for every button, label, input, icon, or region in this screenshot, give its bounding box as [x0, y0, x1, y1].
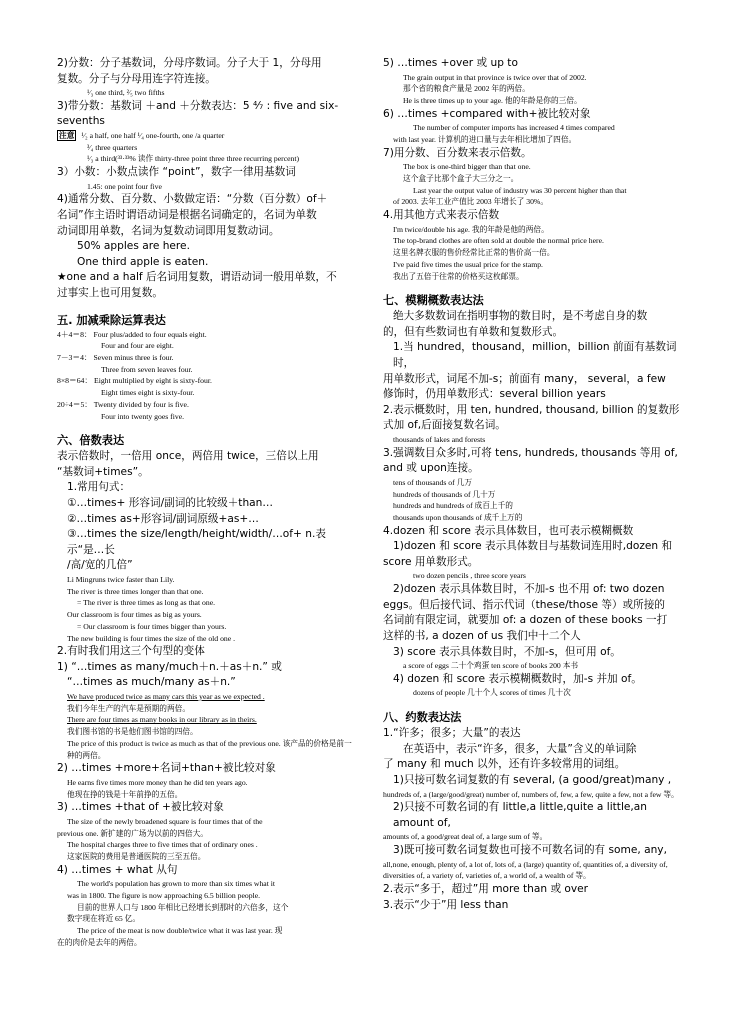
- line-text: 名词前有限定词，就要加 of: a dozen of these books 一打: [383, 614, 668, 627]
- line-text: 我出了五倍于往常的价格买这枚邮票。: [393, 271, 524, 281]
- text-line: [57, 675, 359, 691]
- text-line: [57, 644, 359, 660]
- text-line: [383, 843, 683, 859]
- text-line: [383, 418, 683, 434]
- line-text: 5) …times +over 或 up to: [383, 57, 518, 69]
- text-line: [383, 539, 683, 555]
- line-text: 这个盒子比那个盒子大三分之一。: [403, 174, 519, 183]
- text-line: [57, 87, 359, 99]
- line-text: 目前的世界人口与 1800 年相比已经增长到那时的六倍多，这个: [77, 902, 289, 912]
- text-line: [57, 902, 359, 914]
- text-line: [383, 372, 683, 388]
- text-line: [57, 130, 359, 142]
- text-line: [383, 173, 683, 185]
- note-box: 注意: [59, 131, 75, 141]
- text-line: [383, 512, 683, 524]
- line-text: Li Mingruns twice faster than Lily.: [67, 575, 175, 585]
- text-line: [383, 757, 683, 773]
- text-line: [57, 527, 359, 558]
- line-text: 1.当 hundred，thousand，million，billion 前面有基数词时，: [393, 341, 677, 369]
- line-text: 3.强调数目众多时,可将 tens, hundreds, thousands 等用 of,: [383, 446, 678, 459]
- text-line: [383, 500, 683, 512]
- text-line: [383, 898, 683, 914]
- section-heading: [57, 433, 359, 449]
- text-line: [383, 859, 683, 882]
- line-text: 这里名牌衣服的售价经常比正常的售价高一倍。: [393, 248, 555, 258]
- text-line: [57, 738, 359, 761]
- text-line: [57, 828, 359, 840]
- text-line: [383, 687, 683, 699]
- text-line: [383, 660, 683, 672]
- text-line: [383, 645, 683, 661]
- line-text: 50% apples are here.: [77, 240, 190, 253]
- line-text: He earns five times more money than he did ten years ago.: [67, 777, 248, 787]
- left-column: [57, 56, 359, 948]
- line-text: = The river is three times as long as that one.: [77, 598, 216, 608]
- text-line: [383, 570, 683, 582]
- text-line: [57, 726, 359, 738]
- line-text: The price of this product is twice as much as that of the previous one. 该产品的价格是前一种的两倍。: [67, 738, 352, 760]
- text-line: [57, 761, 359, 777]
- text-line: [57, 878, 359, 890]
- line-text: ¹⁄₃ a third(³³·³³% 读作 thirty-three point three three recurring percent): [87, 154, 300, 164]
- text-line: [383, 598, 683, 614]
- line-text: 4) …times + what 从句: [57, 863, 178, 876]
- text-line: [383, 309, 683, 325]
- line-text: 3) score 表示具体数目时，不加-s，但可用 of。: [393, 645, 621, 658]
- line-text: 3)既可接可数名词复数也可接不可数名词的有 some, any,: [393, 844, 667, 857]
- line-text: ③…times the size/length/height/width/…of+ n.表示“是…长: [67, 528, 326, 556]
- line-text: 1.常用句式：: [67, 481, 131, 494]
- right-column: [383, 56, 683, 913]
- text-line: [57, 703, 359, 715]
- line-text: He is three times up to your age. 他的年龄是你的三倍。: [403, 96, 582, 105]
- line-text: 我们图书馆的书是他们图书馆的四倍。: [67, 727, 198, 737]
- line-text: The world's population has grown to more than six times what it: [77, 879, 276, 889]
- text-line: [57, 208, 359, 224]
- text-line: [57, 925, 359, 937]
- line-text: hundreds of thousands of 几十万: [393, 489, 496, 499]
- line-text: ★one and a half 后名词用复数，谓语动词一般用单数，不: [57, 271, 337, 284]
- line-text: 4)通常分数、百分数、小数做定语：“分数（百分数）of＋: [57, 193, 328, 206]
- line-text: 2)dozen 表示具体数目时，不加-s 也不用 of: two dozen: [393, 583, 665, 596]
- line-text: The grain output in that province is twice over that of 2002.: [403, 72, 587, 82]
- text-line: [57, 399, 359, 411]
- text-line: [57, 255, 359, 271]
- text-line: [383, 72, 683, 84]
- line-text: Three from seven leaves four.: [101, 364, 193, 374]
- line-text: The hospital charges three to five times that of ordinary ones .: [67, 840, 258, 850]
- line-text: dozens of people 几十个人 scores of times 几十次: [413, 688, 571, 698]
- text-line: [57, 789, 359, 801]
- line-text: Eight times eight is sixty-four.: [101, 388, 195, 398]
- text-line: [383, 629, 683, 645]
- line-text: 4.dozen 和 score 表示具体数目，也可表示模糊概数: [383, 524, 634, 537]
- text-line: [57, 387, 359, 399]
- text-line: [57, 512, 359, 528]
- text-line: [57, 597, 359, 609]
- line-text: “基数词+times”。: [57, 465, 149, 478]
- text-line: [383, 789, 683, 801]
- text-line: [57, 816, 359, 828]
- text-line: [383, 446, 683, 462]
- text-line: [383, 726, 683, 742]
- line-text: There are four times as many books in our library as in theirs.: [67, 715, 257, 725]
- line-text: The new building is four times the size of the old one .: [67, 633, 236, 643]
- line-text: The box is one-third bigger than that one.: [403, 162, 531, 172]
- line-text: 1) “…times as many/much＋n.＋as＋n.” 或: [57, 660, 282, 673]
- text-line: [383, 161, 683, 173]
- line-text: two dozen pencils , three score years: [413, 571, 526, 581]
- line-text: 五. 加减乘除运算表达: [57, 313, 166, 327]
- text-line: [383, 582, 683, 598]
- text-line: [57, 913, 359, 925]
- line-text: ①…times+ 形容词/副词的比较级＋than…: [67, 497, 273, 510]
- text-line: [383, 800, 683, 831]
- line-text: 20÷4＝5： Twenty divided by four is five.: [57, 399, 189, 409]
- line-text: ¹⁄₂ a half, one half ¹⁄₄ one-fourth, one /a quarter: [81, 131, 225, 141]
- line-text: The river is three times longer than that one.: [67, 586, 204, 596]
- text-line: [57, 142, 359, 154]
- section-heading: [383, 710, 683, 726]
- line-text: previous one. 新扩建的广场为以前的四倍大。: [57, 828, 208, 838]
- text-line: [383, 235, 683, 247]
- text-line: [57, 660, 359, 676]
- text-line: [57, 480, 359, 496]
- line-text: The size of the newly broadened square is four times that of the: [67, 816, 263, 826]
- line-text: of 2003. 去年工业产值比 2003 年增长了 30%。: [393, 197, 549, 207]
- text-line: [383, 247, 683, 259]
- text-line: [57, 937, 359, 949]
- line-text: 我们今年生产的汽车是预期的两倍。: [67, 703, 191, 713]
- line-text: 他现在挣的钱是十年前挣的五倍。: [67, 789, 183, 799]
- text-line: [57, 465, 359, 481]
- line-text: 修饰时，仍用单数形式：several billion years: [383, 388, 606, 401]
- text-line: [383, 403, 683, 419]
- text-line: [57, 800, 359, 816]
- text-line: [57, 72, 359, 88]
- text-line: [383, 555, 683, 571]
- text-line: [383, 831, 683, 843]
- line-text: all,none, enough, plenty of, a lot of, lots of, a (large) quantity of, quantities of, a diversity of, diversities of, a variety of, varieties of, a world of, a wealth of 等。: [383, 859, 668, 881]
- line-text: 表示倍数时，一倍用 once，两倍用 twice，三倍以上用: [57, 450, 319, 463]
- line-text: /高/宽的几倍”: [67, 559, 133, 572]
- section-heading: [57, 313, 359, 329]
- line-text: I've paid five times the usual price for the stamp.: [393, 259, 543, 269]
- text-line: [57, 340, 359, 352]
- line-text: 3)带分数：基数词 ＋and ＋分数表达：5 ⁴⁄₇ : five and six-sevenths: [57, 99, 339, 128]
- text-line: [383, 742, 683, 758]
- line-text: Last year the output value of industry was 30 percent higher than that: [413, 185, 627, 195]
- line-text: We have produced twice as many cars this year as we expected .: [67, 692, 265, 702]
- line-text: = Our classroom is four times bigger than yours.: [77, 621, 227, 631]
- text-line: [383, 134, 683, 146]
- line-text: ³⁄₄ three quarters: [87, 142, 138, 152]
- text-line: [383, 122, 683, 134]
- line-text: 2)分数：分子基数词，分母序数词。分子大于 1，分母用: [57, 57, 322, 69]
- text-line: [57, 714, 359, 726]
- line-text: 动词即用单数，名词为复数动词即用复数动词。: [57, 224, 280, 237]
- line-text: 3）小数：小数点读作 “point”，数字一律用基数词: [57, 166, 296, 179]
- text-line: [57, 99, 359, 130]
- line-text: ¹⁄₃ one third, ²⁄₅ two fifths: [87, 88, 165, 98]
- line-text: 的，但有些数词也有单数和复数形式。: [383, 325, 564, 338]
- line-text: 绝大多数数词在指明事物的数目时，是不考虑自身的数: [393, 310, 648, 323]
- text-line: [383, 56, 683, 72]
- line-text: tens of thousands of 几万: [393, 477, 473, 487]
- text-line: [383, 107, 683, 123]
- text-line: [57, 558, 359, 574]
- line-text: 1.45: one point four five: [87, 181, 162, 191]
- line-text: 名词”作主语时谓语动词是根据名词确定的，名词为单数: [57, 209, 317, 222]
- line-text: 了 many 和 much 以外，还有许多较常用的词组。: [383, 758, 626, 771]
- text-line: [383, 672, 683, 688]
- line-text: thousands upon thousands of 成千上万的: [393, 512, 523, 522]
- text-line: [383, 325, 683, 341]
- line-text: hundreds of, a (large/good/great) number of, numbers of, few, a few, quite a few, not a few 等。: [383, 789, 679, 799]
- line-text: 7)用分数、百分数来表示倍数。: [383, 146, 532, 159]
- line-text: 过事实上也可用复数。: [57, 287, 163, 300]
- line-text: 这样的书, a dozen of us 我们中十二个人: [383, 629, 581, 642]
- line-text: One third apple is eaten.: [77, 255, 209, 268]
- line-text: 1)dozen 和 score 表示具体数目与基数词连用时,dozen 和: [393, 540, 673, 553]
- line-text: 2)只接不可数名词的有 little,a little,quite a little,an amount of,: [393, 801, 647, 829]
- text-line: [383, 489, 683, 501]
- text-line: [57, 375, 359, 387]
- line-text: 6) …times +compared with+被比较对象: [383, 107, 591, 120]
- line-text: 2.表示概数时，用 ten, hundred, thousand, billion 的复数形: [383, 403, 680, 416]
- section-heading: [383, 293, 683, 309]
- text-line: [57, 352, 359, 364]
- text-line: [57, 270, 359, 286]
- line-text: a score of eggs 二十个鸡蛋 ten score of books 200 本书: [403, 661, 579, 671]
- line-text: hundreds and hundreds of 成百上千的: [393, 501, 513, 511]
- line-text: 2.表示“多于，超过”用 more than 或 over: [383, 883, 589, 896]
- text-line: [57, 496, 359, 512]
- text-line: [57, 574, 359, 586]
- line-text: 2.有时我们用这三个句型的变体: [57, 645, 205, 658]
- line-text: 1)只接可数名词复数的有 several, (a good/great)many ,: [393, 773, 672, 786]
- text-line: [383, 208, 683, 224]
- line-text: 4.用其他方式来表示倍数: [383, 209, 500, 222]
- line-text: “…times as much/many as＋n.”: [67, 676, 236, 689]
- line-text: 7－3＝4： Seven minus three is four.: [57, 353, 174, 363]
- line-text: 3) …times +that of +被比较对象: [57, 801, 224, 814]
- text-line: [383, 882, 683, 898]
- text-line: [57, 851, 359, 863]
- line-text: 在英语中，表示“许多，很多，大量”含义的单词除: [403, 742, 637, 755]
- line-text: 在的肉价是去年的两倍。: [57, 937, 142, 947]
- text-line: [57, 153, 359, 165]
- text-line: [383, 434, 683, 446]
- text-line: [57, 691, 359, 703]
- line-text: was in 1800. The figure is now approaching 6.5 billion people.: [67, 890, 261, 900]
- line-text: 六、倍数表达: [57, 434, 125, 448]
- text-line: [57, 890, 359, 902]
- line-text: The top-brand clothes are often sold at double the normal price here.: [393, 236, 604, 246]
- text-line: [57, 181, 359, 193]
- text-line: [57, 449, 359, 465]
- text-line: [383, 146, 683, 162]
- line-text: 1.“许多；很多；大量”的表达: [383, 727, 521, 740]
- line-text: 那个省的粮食产量是 2002 年的两倍。: [403, 84, 530, 94]
- text-line: [383, 83, 683, 95]
- line-text: amounts of, a good/great deal of, a large sum of 等。: [383, 832, 548, 842]
- line-text: eggs。但后接代词、指示代词（these/those 等）或所接的: [383, 598, 665, 611]
- text-line: [57, 839, 359, 851]
- text-line: [57, 621, 359, 633]
- text-line: [383, 773, 683, 789]
- line-text: 数字现在将近 65 亿。: [67, 914, 141, 924]
- line-text: 七、模糊概数表达法: [383, 294, 484, 308]
- text-line: [57, 633, 359, 645]
- line-text: 8×8＝64： Eight multiplied by eight is sixty-four.: [57, 376, 212, 386]
- text-line: [57, 56, 359, 72]
- line-text: Four into twenty goes five.: [101, 411, 185, 421]
- line-text: 用单数形式，词尾不加-s；前面有 many， several，a few: [383, 372, 666, 385]
- text-line: [57, 777, 359, 789]
- text-line: [57, 364, 359, 376]
- line-text: 这家医院的费用是普通医院的三至五倍。: [67, 851, 206, 861]
- line-text: thousands of lakes and forests: [393, 434, 486, 444]
- line-text: I'm twice/double his age. 我的年龄是他的两倍。: [393, 224, 549, 234]
- line-text: 八、约数表达法: [383, 711, 462, 725]
- line-text: ②…times as+形容词/副词原级+as+…: [67, 512, 259, 525]
- line-text: The price of the meat is now double/twice what it was last year. 现: [77, 926, 283, 936]
- line-text: Four and four are eight.: [101, 341, 174, 351]
- text-line: [57, 411, 359, 423]
- text-line: [383, 95, 683, 107]
- line-text: Our classroom is four times as big as yours.: [67, 610, 202, 620]
- text-line: [57, 286, 359, 302]
- line-text: with last year. 计算机的进口量与去年相比增加了四倍。: [393, 135, 577, 144]
- text-line: [383, 461, 683, 477]
- line-text: 4) dozen 和 score 表示模糊概数时，加-s 并加 of。: [393, 672, 642, 685]
- text-line: [383, 477, 683, 489]
- text-line: [57, 586, 359, 598]
- text-line: [383, 613, 683, 629]
- text-line: [57, 192, 359, 208]
- text-line: [383, 196, 683, 208]
- line-text: 4＋4＝8： Four plus/added to four equals eight.: [57, 329, 207, 339]
- line-text: score 用单数形式。: [383, 555, 479, 568]
- line-text: 式加 of,后面接复数名词。: [383, 419, 506, 432]
- text-line: [383, 387, 683, 403]
- text-line: [383, 340, 683, 371]
- text-line: [383, 185, 683, 197]
- line-text: and 或 upon连接。: [383, 462, 479, 475]
- line-text: 2) …times +more+名词+than+被比较对象: [57, 762, 276, 775]
- text-line: [57, 609, 359, 621]
- text-line: [383, 271, 683, 283]
- line-text: 3.表示“少于”用 less than: [383, 898, 509, 911]
- text-line: [383, 224, 683, 236]
- line-text: 复数。分子与分母用连字符连接。: [57, 72, 216, 85]
- line-text: The number of computer imports has increased 4 times compared: [413, 123, 615, 133]
- text-line: [57, 165, 359, 181]
- text-line: [57, 224, 359, 240]
- text-line: [57, 239, 359, 255]
- text-line: [57, 863, 359, 879]
- text-line: [383, 259, 683, 271]
- text-line: [383, 524, 683, 540]
- text-line: [57, 329, 359, 341]
